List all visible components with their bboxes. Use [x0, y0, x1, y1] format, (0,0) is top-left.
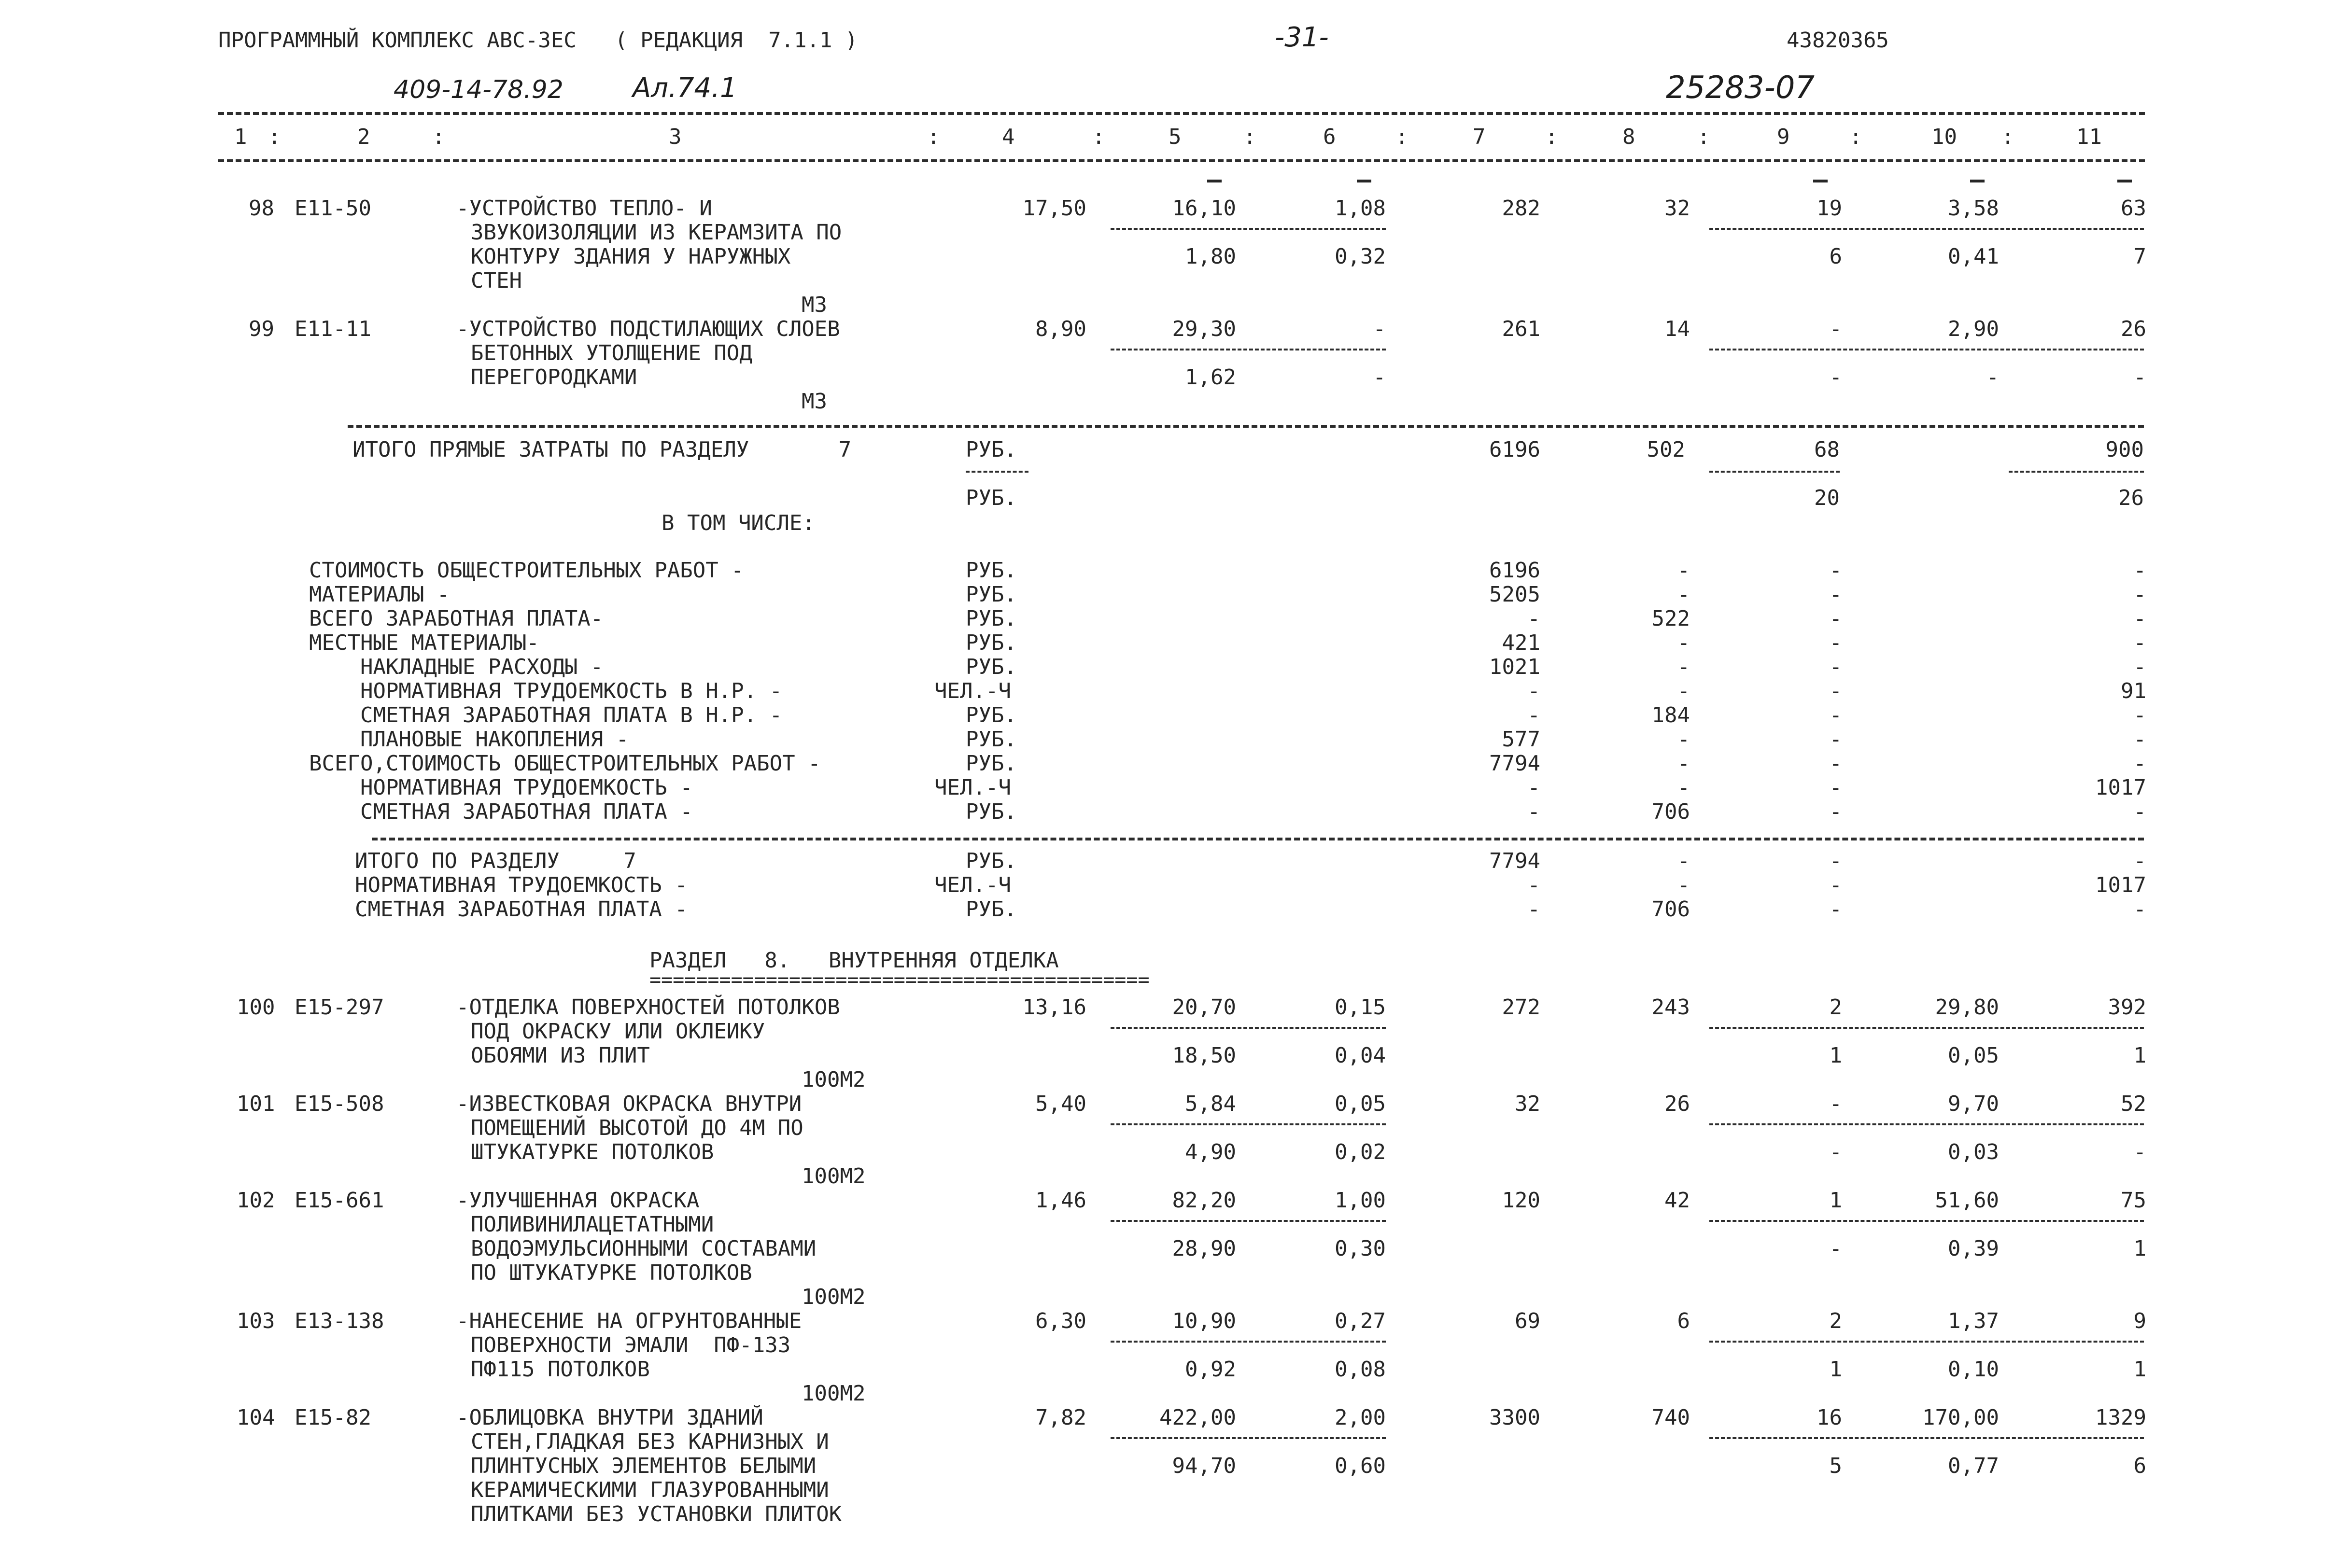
section-total-c9: - — [1829, 873, 1842, 897]
item-description-line: ВОДОЭМУЛЬСИОННЫМИ СОСТАВАМИ — [471, 1236, 817, 1261]
summary-c9: - — [1829, 606, 1842, 631]
item-c10-total: 29,80 — [1935, 995, 1999, 1020]
column-header-6: 6 — [1323, 125, 1336, 149]
item-unit: 100М2 — [802, 1381, 866, 1406]
item-c5-total: 29,30 — [1172, 317, 1236, 341]
item-c10-wage: 0,05 — [1948, 1043, 1999, 1068]
summary-c8: 706 — [1651, 799, 1690, 824]
item-c11-total: 52 — [2121, 1092, 2146, 1116]
item-c10-wage: 0,10 — [1948, 1357, 1999, 1382]
item-rule-c9c11 — [1709, 1123, 2144, 1125]
summary-c8: - — [1677, 751, 1690, 776]
summary-c9: - — [1829, 655, 1842, 679]
summary-c7: 1021 — [1489, 655, 1540, 679]
item-description-line: ПОД ОКРАСКУ ИЛИ ОКЛЕИКУ — [471, 1019, 765, 1044]
item-description-line: -УЛУЧШЕННАЯ ОКРАСКА — [456, 1188, 700, 1213]
section-total-c8: - — [1677, 849, 1690, 873]
item-c6-total: 0,27 — [1335, 1309, 1386, 1333]
item-c9-total: 1 — [1829, 1188, 1842, 1213]
item-description-line: -ОТДЕЛКА ПОВЕРХНОСТЕЙ ПОТОЛКОВ — [456, 995, 840, 1020]
section-8-underline: =========================================== — [649, 969, 1150, 991]
item-c5-wage: 18,50 — [1172, 1043, 1236, 1068]
item-description-line: ПФ115 ПОТОЛКОВ — [471, 1357, 650, 1382]
column-header-2: 2 — [357, 125, 370, 149]
item-description-line: ПОВЕРХНОСТИ ЭМАЛИ ПФ-133 — [471, 1333, 791, 1358]
item-c9-wage: 6 — [1829, 244, 1842, 269]
summary-unit: РУБ. — [966, 606, 1017, 631]
item-c10-wage: 0,77 — [1948, 1454, 1999, 1478]
section-total-unit: РУБ. — [966, 897, 1017, 922]
item-c9-wage: 1 — [1829, 1043, 1842, 1068]
item-c5-wage: 0,92 — [1185, 1357, 1236, 1382]
summary-unit: РУБ. — [966, 630, 1017, 655]
column-separator: : — [432, 125, 445, 149]
item-c11-wage: 1 — [2133, 1357, 2146, 1382]
item-c6-total: - — [1373, 317, 1386, 341]
item-c5-wage: 28,90 — [1172, 1236, 1236, 1261]
item-c11-total: 26 — [2121, 317, 2146, 341]
item-c10-total: 2,90 — [1948, 317, 1999, 341]
summary-c7: 7794 — [1489, 751, 1540, 776]
column-header-8: 8 — [1622, 125, 1635, 149]
item-c5-wage: 94,70 — [1172, 1454, 1236, 1478]
item-quantity: 5,40 — [1035, 1092, 1086, 1116]
item-code: Е15-661 — [295, 1188, 384, 1213]
summary-c9: - — [1829, 751, 1842, 776]
summary-c8: - — [1677, 727, 1690, 752]
header-rule-top — [218, 112, 2145, 115]
item-c11-total: 392 — [2108, 995, 2146, 1020]
item-c7: 120 — [1502, 1188, 1540, 1213]
item-rule-c9c11 — [1709, 349, 2144, 350]
column-separator: : — [927, 125, 940, 149]
item-code: Е15-508 — [295, 1092, 384, 1116]
summary-c9: - — [1829, 775, 1842, 800]
summary-label: СТОИМОСТЬ ОБЩЕСТРОИТЕЛЬНЫХ РАБОТ - — [309, 558, 744, 583]
item-c8: 32 — [1664, 196, 1690, 221]
summary-c8: - — [1677, 775, 1690, 800]
section-total-c11: - — [2133, 849, 2146, 873]
item-description-line: -НАНЕСЕНИЕ НА ОГРУНТОВАННЫЕ — [456, 1309, 802, 1333]
project-code: 409-14-78.92 — [394, 75, 563, 104]
item-c10-wage: 0,03 — [1948, 1140, 1999, 1164]
unit-rule — [966, 471, 1028, 473]
summary-label: МАТЕРИАЛЫ - — [309, 582, 450, 607]
summary-c11: - — [2133, 630, 2146, 655]
item-description-line: ПОЛИВИНИЛАЦЕТАТНЫМИ — [471, 1212, 714, 1237]
summary-c8: 184 — [1651, 703, 1690, 728]
column-separator: : — [1395, 125, 1408, 149]
summary-c11: - — [2133, 799, 2146, 824]
section-total-c9: - — [1829, 897, 1842, 922]
item-rule-c9c11 — [1709, 1341, 2144, 1343]
summary-c11: 91 — [2121, 679, 2146, 703]
item-rule-c5c6 — [1111, 1123, 1386, 1125]
total-rule-top — [348, 425, 2144, 428]
item-c6-total: 0,05 — [1335, 1092, 1386, 1116]
item-c9-wage: - — [1829, 1236, 1842, 1261]
summary-label: ВСЕГО ЗАРАБОТНАЯ ПЛАТА- — [309, 606, 604, 631]
summary-label: ВСЕГО,СТОИМОСТЬ ОБЩЕСТРОИТЕЛЬНЫХ РАБОТ - — [309, 751, 821, 776]
summary-c11: - — [2133, 751, 2146, 776]
column-separator: : — [1092, 125, 1105, 149]
column-header-7: 7 — [1473, 125, 1486, 149]
item-description-line: -ИЗВЕСТКОВАЯ ОКРАСКА ВНУТРИ — [456, 1092, 802, 1116]
item-unit: 100М2 — [802, 1164, 866, 1189]
summary-label: НАКЛАДНЫЕ РАСХОДЫ - — [309, 655, 604, 679]
item-c5-total: 10,90 — [1172, 1309, 1236, 1333]
section-total-c11: 1017 — [2095, 873, 2146, 897]
item-c10-total: 9,70 — [1948, 1092, 1999, 1116]
section7-total-unit2: РУБ. — [966, 486, 1017, 510]
item-c9-wage: - — [1829, 1140, 1842, 1164]
summary-unit: РУБ. — [966, 655, 1017, 679]
item-number: 98 — [249, 196, 274, 221]
section-total-c11: - — [2133, 897, 2146, 922]
column-separator: : — [1243, 125, 1256, 149]
item-c8: 26 — [1664, 1092, 1690, 1116]
summary-label: МЕСТНЫЕ МАТЕРИАЛЫ- — [309, 630, 539, 655]
item-c11-total: 9 — [2133, 1309, 2146, 1333]
item-number: 99 — [249, 317, 274, 341]
column-header-9: 9 — [1777, 125, 1790, 149]
summary-c7: - — [1527, 799, 1540, 824]
summary-c7: 5205 — [1489, 582, 1540, 607]
item-c8: 243 — [1651, 995, 1690, 1020]
summary-c11: - — [2133, 703, 2146, 728]
item-c7: 282 — [1502, 196, 1540, 221]
c11-rule — [2009, 471, 2144, 473]
item-description-line: -ОБЛИЦОВКА ВНУТРИ ЗДАНИЙ — [456, 1405, 763, 1430]
item-c10-total: 170,00 — [1922, 1405, 1999, 1430]
summary-c11: - — [2133, 582, 2146, 607]
column-header-5: 5 — [1169, 125, 1182, 149]
item-c10-wage: - — [1986, 365, 1999, 390]
item-unit: М3 — [802, 293, 827, 317]
summary-c9: - — [1829, 582, 1842, 607]
column-header-4: 4 — [1002, 125, 1015, 149]
item-c9-total: 16 — [1817, 1405, 1842, 1430]
summary-c11: 1017 — [2095, 775, 2146, 800]
item-unit: М3 — [802, 389, 827, 414]
summary-c7: 421 — [1502, 630, 1540, 655]
item-c6-total: 1,08 — [1335, 196, 1386, 221]
item-rule-c9c11 — [1709, 1027, 2144, 1029]
section-total-c8: 706 — [1651, 897, 1690, 922]
item-c11-wage: 6 — [2133, 1454, 2146, 1478]
item-rule-c5c6 — [1111, 349, 1386, 350]
summary-unit: РУБ. — [966, 703, 1017, 728]
item-unit: 100М2 — [802, 1285, 866, 1309]
section7-total-c11b: 26 — [2118, 486, 2144, 510]
dash-mark — [1357, 180, 1371, 182]
item-c9-total: 19 — [1817, 196, 1842, 221]
item-c7: 272 — [1502, 995, 1540, 1020]
summary-unit: ЧЕЛ.-Ч — [934, 775, 1011, 800]
item-c9-total: 2 — [1829, 1309, 1842, 1333]
item-c10-total: 1,37 — [1948, 1309, 1999, 1333]
item-c6-wage: 0,32 — [1335, 244, 1386, 269]
summary-c8: - — [1677, 655, 1690, 679]
summary-c11: - — [2133, 558, 2146, 583]
column-separator: : — [1545, 125, 1558, 149]
summary-c8: 522 — [1651, 606, 1690, 631]
item-quantity: 7,82 — [1035, 1405, 1086, 1430]
item-c11-wage: 1 — [2133, 1236, 2146, 1261]
summary-c9: - — [1829, 630, 1842, 655]
summary-c7: - — [1527, 703, 1540, 728]
item-c8: 42 — [1664, 1188, 1690, 1213]
item-c5-wage: 1,62 — [1185, 365, 1236, 390]
summary-label: ПЛАНОВЫЕ НАКОПЛЕНИЯ - — [309, 727, 629, 752]
item-c7: 69 — [1515, 1309, 1540, 1333]
item-description-line: БЕТОННЫХ УТОЛЩЕНИЕ ПОД — [471, 341, 752, 365]
section-total-unit: ЧЕЛ.-Ч — [934, 873, 1011, 897]
summary-c8: - — [1677, 582, 1690, 607]
summary-label: НОРМАТИВНАЯ ТРУДОЕМКОСТЬ В Н.Р. - — [309, 679, 783, 703]
item-c6-wage: 0,60 — [1335, 1454, 1386, 1478]
item-number: 100 — [237, 995, 275, 1020]
item-c7: 261 — [1502, 317, 1540, 341]
summary-c7: - — [1527, 679, 1540, 703]
item-c11-wage: - — [2133, 1140, 2146, 1164]
summary-label: СМЕТНАЯ ЗАРАБОТНАЯ ПЛАТА - — [309, 799, 693, 824]
column-header-1: 1 — [234, 125, 247, 149]
item-c6-wage: - — [1373, 365, 1386, 390]
summary-c7: - — [1527, 775, 1540, 800]
section7-total-c9a: 68 — [1814, 437, 1840, 462]
section-total-c8: - — [1677, 873, 1690, 897]
item-code: Е11-11 — [295, 317, 371, 341]
item-code: Е13-138 — [295, 1309, 384, 1333]
section-total-c9: - — [1829, 849, 1842, 873]
item-c5-total: 20,70 — [1172, 995, 1236, 1020]
item-number: 104 — [237, 1405, 275, 1430]
item-description-line: -УСТРОЙСТВО ТЕПЛО- И — [456, 196, 712, 221]
item-c6-wage: 0,08 — [1335, 1357, 1386, 1382]
item-c7: 3300 — [1489, 1405, 1540, 1430]
item-c6-total: 1,00 — [1335, 1188, 1386, 1213]
item-rule-c5c6 — [1111, 1341, 1386, 1343]
summary-c8: - — [1677, 679, 1690, 703]
summary-c7: 6196 — [1489, 558, 1540, 583]
dash-mark — [1207, 180, 1222, 182]
column-header-10: 10 — [1931, 125, 1957, 149]
column-separator: : — [1849, 125, 1862, 149]
item-c9-wage: 5 — [1829, 1454, 1842, 1478]
item-c11-wage: 7 — [2133, 244, 2146, 269]
item-c9-wage: 1 — [1829, 1357, 1842, 1382]
section7-total-label: ИТОГО ПРЯМЫЕ ЗАТРАТЫ ПО РАЗДЕЛУ 7 — [352, 437, 852, 462]
dash-mark — [2117, 180, 2132, 182]
section-total-label: СМЕТНАЯ ЗАРАБОТНАЯ ПЛАТА - — [355, 897, 688, 922]
summary-label: СМЕТНАЯ ЗАРАБОТНАЯ ПЛАТА В Н.Р. - — [309, 703, 783, 728]
section7-total-unit: РУБ. — [966, 437, 1017, 462]
item-c10-wage: 0,39 — [1948, 1236, 1999, 1261]
item-description-line: ПОМЕЩЕНИЙ ВЫСОТОЙ ДО 4М ПО — [471, 1116, 803, 1140]
column-separator: : — [2001, 125, 2014, 149]
program-title: ПРОГРАММНЫЙ КОМПЛЕКС АВС-3ЕС ( РЕДАКЦИЯ 7.1.1 ) — [218, 28, 858, 53]
section-total-unit: РУБ. — [966, 849, 1017, 873]
item-c10-wage: 0,41 — [1948, 244, 1999, 269]
section-total-label: НОРМАТИВНАЯ ТРУДОЕМКОСТЬ - — [355, 873, 688, 897]
item-code: Е11-50 — [295, 196, 371, 221]
item-number: 101 — [237, 1092, 275, 1116]
item-description-line: ОБОЯМИ ИЗ ПЛИТ — [471, 1043, 650, 1068]
summary-c11: - — [2133, 727, 2146, 752]
item-c6-total: 0,15 — [1335, 995, 1386, 1020]
item-c8: 14 — [1664, 317, 1690, 341]
item-quantity: 13,16 — [1022, 995, 1086, 1020]
summary-c7: 577 — [1502, 727, 1540, 752]
header-rule-bottom — [218, 159, 2145, 162]
album-number: Ал.74.1 — [633, 72, 737, 104]
dash-mark — [1970, 180, 1985, 182]
estimate-number: 25283-07 — [1666, 70, 1815, 106]
summary-c11: - — [2133, 655, 2146, 679]
item-c9-total: - — [1829, 317, 1842, 341]
item-description-line: ШТУКАТУРКЕ ПОТОЛКОВ — [471, 1140, 714, 1164]
summary-c9: - — [1829, 679, 1842, 703]
item-description-line: КОНТУРУ ЗДАНИЯ У НАРУЖНЫХ — [471, 244, 791, 269]
section-total-c7: - — [1527, 873, 1540, 897]
summary-c7: - — [1527, 606, 1540, 631]
item-rule-c5c6 — [1111, 1437, 1386, 1439]
item-quantity: 17,50 — [1022, 196, 1086, 221]
section7-total-c7: 6196 — [1489, 437, 1540, 462]
summary-rule — [372, 838, 2144, 840]
item-c5-total: 5,84 — [1185, 1092, 1236, 1116]
item-c6-wage: 0,02 — [1335, 1140, 1386, 1164]
section7-total-c11a: 900 — [2105, 437, 2144, 462]
section7-total-c8: 502 — [1647, 437, 1685, 462]
item-rule-c5c6 — [1111, 1027, 1386, 1029]
item-c11-total: 1329 — [2095, 1405, 2146, 1430]
item-c10-total: 51,60 — [1935, 1188, 1999, 1213]
item-c6-wage: 0,04 — [1335, 1043, 1386, 1068]
section7-total-c9b: 20 — [1814, 486, 1840, 510]
item-c5-wage: 1,80 — [1185, 244, 1236, 269]
item-c6-total: 2,00 — [1335, 1405, 1386, 1430]
item-rule-c9c11 — [1709, 1220, 2144, 1222]
item-rule-c5c6 — [1111, 1220, 1386, 1222]
item-description-line: ПО ШТУКАТУРКЕ ПОТОЛКОВ — [471, 1260, 752, 1285]
dash-mark — [1813, 180, 1828, 182]
item-c9-total: 2 — [1829, 995, 1842, 1020]
summary-unit: ЧЕЛ.-Ч — [934, 679, 1011, 703]
section-total-c7: - — [1527, 897, 1540, 922]
including-label: В ТОМ ЧИСЛЕ: — [662, 511, 815, 535]
c9-rule — [1709, 471, 1840, 473]
summary-unit: РУБ. — [966, 582, 1017, 607]
section-total-c7: 7794 — [1489, 849, 1540, 873]
item-code: Е15-82 — [295, 1405, 371, 1430]
summary-label: НОРМАТИВНАЯ ТРУДОЕМКОСТЬ - — [309, 775, 693, 800]
item-number: 102 — [237, 1188, 275, 1213]
item-rule-c9c11 — [1709, 1437, 2144, 1439]
item-c11-wage: - — [2133, 365, 2146, 390]
summary-unit: РУБ. — [966, 558, 1017, 583]
item-description-line: СТЕН — [471, 268, 522, 293]
summary-c11: - — [2133, 606, 2146, 631]
item-c6-wage: 0,30 — [1335, 1236, 1386, 1261]
item-code: Е15-297 — [295, 995, 384, 1020]
item-description-line: ПЛИТКАМИ БЕЗ УСТАНОВКИ ПЛИТОК — [471, 1502, 842, 1526]
item-quantity: 1,46 — [1035, 1188, 1086, 1213]
item-description-line: ПЛИНТУСНЫХ ЭЛЕМЕНТОВ БЕЛЫМИ — [471, 1454, 817, 1478]
column-header-3: 3 — [669, 125, 682, 149]
item-description-line: -УСТРОЙСТВО ПОДСТИЛАЮЩИХ СЛОЕВ — [456, 317, 840, 341]
item-quantity: 6,30 — [1035, 1309, 1086, 1333]
item-c9-total: - — [1829, 1092, 1842, 1116]
section-total-label: ИТОГО ПО РАЗДЕЛУ 7 — [355, 849, 636, 873]
item-c8: 6 — [1677, 1309, 1690, 1333]
section-8-title: РАЗДЕЛ 8. ВНУТРЕННЯЯ ОТДЕЛКА — [649, 948, 1059, 973]
item-unit: 100М2 — [802, 1067, 866, 1092]
item-rule-c9c11 — [1709, 228, 2144, 230]
item-c11-total: 63 — [2121, 196, 2146, 221]
column-header-11: 11 — [2076, 125, 2102, 149]
summary-unit: РУБ. — [966, 799, 1017, 824]
column-separator: : — [268, 125, 281, 149]
item-c5-total: 82,20 — [1172, 1188, 1236, 1213]
item-c11-wage: 1 — [2133, 1043, 2146, 1068]
item-number: 103 — [237, 1309, 275, 1333]
item-rule-c5c6 — [1111, 228, 1386, 230]
item-c9-wage: - — [1829, 365, 1842, 390]
column-separator: : — [1697, 125, 1710, 149]
summary-c9: - — [1829, 558, 1842, 583]
item-description-line: КЕРАМИЧЕСКИМИ ГЛАЗУРОВАННЫМИ — [471, 1478, 829, 1502]
summary-c9: - — [1829, 799, 1842, 824]
item-c5-total: 16,10 — [1172, 196, 1236, 221]
summary-c8: - — [1677, 630, 1690, 655]
summary-c8: - — [1677, 558, 1690, 583]
item-c10-total: 3,58 — [1948, 196, 1999, 221]
summary-c9: - — [1829, 727, 1842, 752]
item-description-line: ЗВУКОИЗОЛЯЦИИ ИЗ КЕРАМЗИТА ПО — [471, 220, 842, 245]
item-c11-total: 75 — [2121, 1188, 2146, 1213]
item-description-line: ПЕРЕГОРОДКАМИ — [471, 365, 637, 390]
item-c8: 740 — [1651, 1405, 1690, 1430]
summary-unit: РУБ. — [966, 727, 1017, 752]
summary-c9: - — [1829, 703, 1842, 728]
item-quantity: 8,90 — [1035, 317, 1086, 341]
document-code: 43820365 — [1787, 28, 1889, 53]
item-c5-total: 422,00 — [1159, 1405, 1236, 1430]
page-number: -31- — [1275, 22, 1329, 53]
item-c7: 32 — [1515, 1092, 1540, 1116]
item-description-line: СТЕН,ГЛАДКАЯ БЕЗ КАРНИЗНЫХ И — [471, 1429, 829, 1454]
item-c5-wage: 4,90 — [1185, 1140, 1236, 1164]
summary-unit: РУБ. — [966, 751, 1017, 776]
